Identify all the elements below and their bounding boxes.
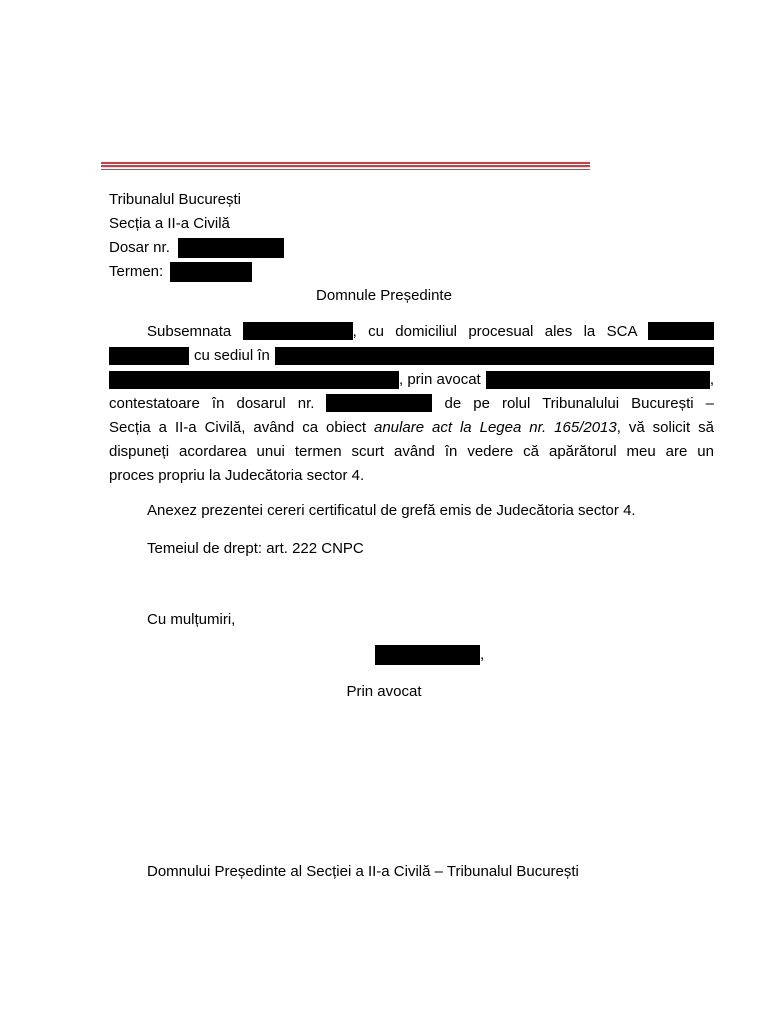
redaction-box [243,322,353,340]
dosar-line [109,238,284,258]
court-name: Tribunalul București [109,191,242,208]
prin-avocat: Prin avocat [346,683,422,700]
signature-line: , [375,645,484,665]
redaction-box [326,394,432,412]
redaction-box [178,238,284,258]
legal-basis: Temeiul de drept: art. 222 CNPC [147,540,364,557]
letterhead-rule [101,162,590,164]
redaction-box [648,322,714,340]
redaction-box [170,262,252,282]
closing-thanks: Cu mulțumiri, [147,611,236,628]
court-section: Secția a II-a Civilă [109,215,230,232]
salutation: Domnule Președinte [316,287,452,304]
annex-paragraph: Anexez prezentei cereri certificatul de grefă emis de Judecătoria sector 4. [147,502,636,519]
letterhead-rule [101,165,590,167]
addressee: Domnului Președinte al Secției a II-a Civilă – Tribunalul București [147,863,579,880]
redaction-box [375,645,480,665]
termen-label: Termen: [109,263,164,280]
redaction-box [109,371,399,389]
termen-line [109,262,252,282]
letterhead-rule [101,169,590,170]
dosar-label: Dosar nr. [109,239,170,256]
redaction-box [109,347,189,365]
redaction-box [275,347,714,365]
redaction-box [486,371,710,389]
body-paragraph: Subsemnata , cu domiciliul procesual ales la SCA cu sediul în , prin avocat , contestatoare în dosarul nr. de pe rolul Tribunalului București – Secția a II-a Civilă, având ca obiect anulare act la Legea nr. 165/2013, vă solicit să dispuneți acordarea unui termen scurt având în vedere că apărătorul meu are un proces propriu la Judecătoria sector 4. [109,323,715,484]
